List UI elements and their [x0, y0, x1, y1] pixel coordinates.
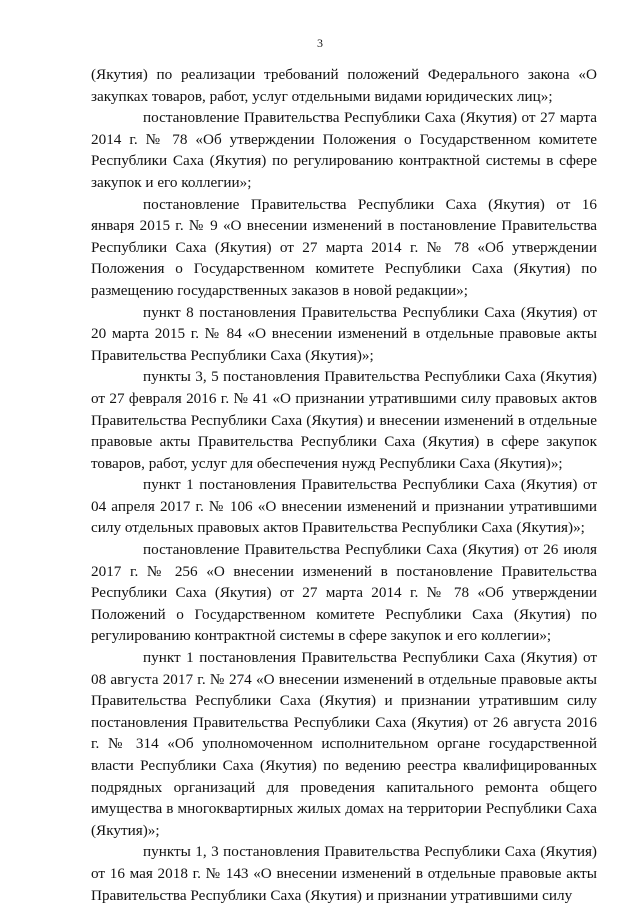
paragraph: постановление Правительства Республики Саха (Якутия) от 16 января 2015 г. № 9 «О внесении изменений в постановление Правительства Республики Саха (Якутия) от 27 марта 2014 г. № 78 «Об утверждении Положения о Государственном комитете Республики Саха (Якутия) по размещению государственных заказов в новой редакции»;: [91, 195, 597, 299]
paragraph: пункты 1, 3 постановления Правительства Республики Саха (Якутия) от 16 мая 2018 г. № 143 «О внесении изменений в отдельные правовые акты Правительства Республики Саха (Якутия) и признании утратившими силу: [91, 843, 597, 904]
paragraph: пункт 1 постановления Правительства Республики Саха (Якутия) от 04 апреля 2017 г. № 106 «О внесении изменений и признании утратившими силу отдельных правовых актов Правительства Республики Саха (Якутия)»;: [91, 476, 597, 537]
paragraph: пункт 8 постановления Правительства Республики Саха (Якутия) от 20 марта 2015 г. № 84 «О внесении изменений в отдельные правовые акты Правительства Республики Саха (Якутия)»;: [91, 303, 597, 364]
paragraph: пункты 3, 5 постановления Правительства Республики Саха (Якутия) от 27 февраля 2016 г. № 41 «О признании утратившими силу правовых актов Правительства Республики Саха (Якутия) и внесении изменений в отдельные правовые акты Правительства Республики Саха (Якутия) в сфере закупок товаров, работ, услуг для обеспечения нужд Республики Саха (Якутия)»;: [91, 368, 597, 472]
paragraph: постановление Правительства Республики Саха (Якутия) от 27 марта 2014 г. № 78 «Об утверждении Положения о Государственном комитете Республики Саха (Якутия) по регулированию контрактной системы в сфере закупок и его коллегии»;: [91, 109, 597, 191]
document-body: [91, 64, 597, 906]
paragraph: пункт 1 постановления Правительства Республики Саха (Якутия) от 08 августа 2017 г. № 274 «О внесении изменений в отдельные правовые акты Правительства Республики Саха (Якутия) и признании утратившим силу постановления Правительства Республики Саха (Якутия) от 26 августа 2016 г. № 314 «Об уполномоченном исполнительном органе государственной власти Республики Саха (Якутия) по ведению реестра квалифицированных подрядных организаций для проведения капитального ремонта общего имущества в многоквартирных жилых домах на территории Республики Саха (Якутия)»;: [91, 649, 597, 839]
paragraph-continuation: (Якутия) по реализации требований положений Федерального закона «О закупках товаров, работ, услуг отдельными видами юридических лиц»;: [91, 66, 597, 105]
page-number: 3: [317, 36, 323, 50]
paragraph: постановление Правительства Республики Саха (Якутия) от 26 июля 2017 г. № 256 «О внесении изменений в постановление Правительства Республики Саха (Якутия) от 27 марта 2014 г. № 78 «Об утверждении Положений о Государственном комитете Республики Саха (Якутия) по регулированию контрактной системы в сфере закупок и его коллегии»;: [91, 541, 597, 645]
